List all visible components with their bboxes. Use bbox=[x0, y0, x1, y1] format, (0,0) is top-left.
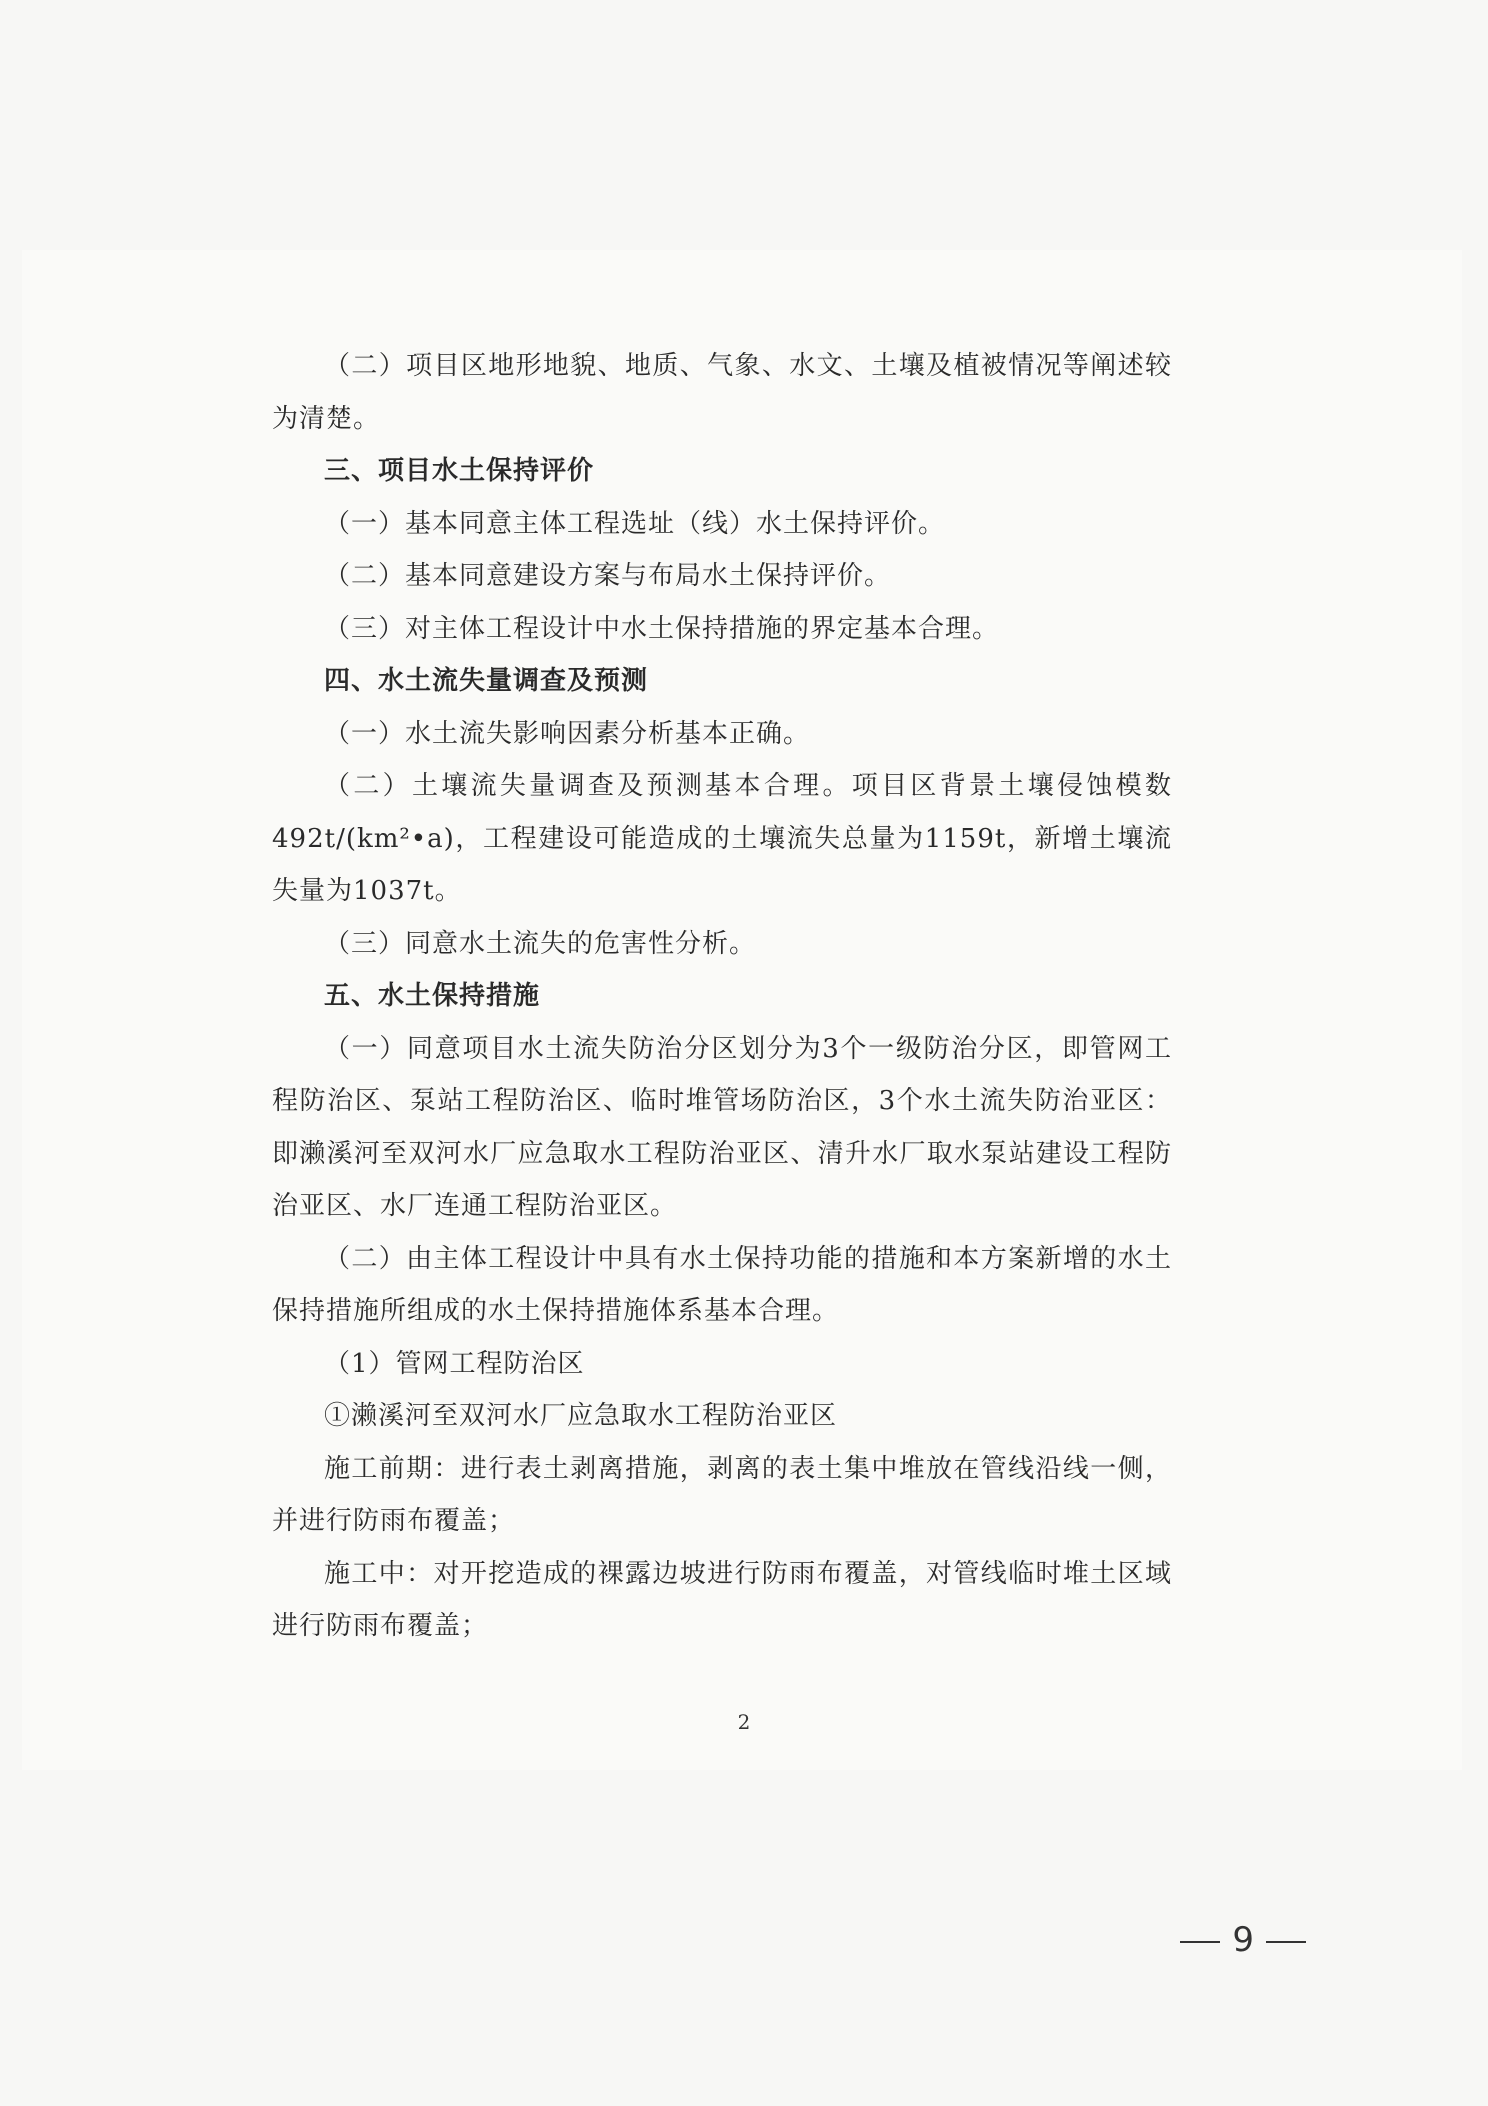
section-heading: 五、水土保持措施 bbox=[324, 981, 541, 1011]
paragraph: ①濑溪河至双河水厂应急取水工程防治亚区 bbox=[324, 1401, 838, 1431]
dash-left bbox=[1180, 1941, 1220, 1943]
paragraph: 施工中：对开挖造成的裸露边坡进行防雨布覆盖，对管线临时堆土区域进行防雨布覆盖； bbox=[272, 1558, 1172, 1641]
outer-page-number bbox=[1168, 1920, 1318, 1960]
paragraph: （1）管网工程防治区 bbox=[324, 1348, 585, 1379]
paragraph: （一）基本同意主体工程选址（线）水土保持评价。 bbox=[324, 508, 946, 539]
section-heading: 四、水土流失量调查及预测 bbox=[324, 666, 649, 696]
paragraph: （二）土壤流失量调查及预测基本合理。项目区背景土壤侵蚀模数492t/(km²•a)，工程建设可能造成的土壤流失总量为1159t，新增土壤流失量为1037t。 bbox=[272, 771, 1172, 906]
paragraph: 施工前期：进行表土剥离措施，剥离的表土集中堆放在管线沿线一侧，并进行防雨布覆盖； bbox=[272, 1453, 1172, 1536]
paragraph: （三）对主体工程设计中水土保持措施的界定基本合理。 bbox=[324, 613, 1000, 644]
section-heading: 三、项目水土保持评价 bbox=[324, 456, 595, 486]
dash-right bbox=[1266, 1941, 1306, 1943]
paragraph: （二）基本同意建设方案与布局水土保持评价。 bbox=[324, 561, 892, 591]
paragraph: （一）水土流失影响因素分析基本正确。 bbox=[324, 718, 811, 749]
inner-page-number: 2 bbox=[737, 1710, 751, 1734]
paragraph: （二）项目区地形地貌、地质、气象、水文、土壤及植被情况等阐述较为清楚。 bbox=[272, 351, 1172, 434]
paragraph: （三）同意水土流失的危害性分析。 bbox=[324, 928, 757, 959]
paragraph: （二）由主体工程设计中具有水土保持功能的措施和本方案新增的水土保持措施所组成的水土保持措施体系基本合理。 bbox=[272, 1243, 1172, 1326]
paragraph: （一）同意项目水土流失防治分区划分为3个一级防治分区，即管网工程防治区、泵站工程防治区、临时堆管场防治区，3个水土流失防治亚区：即濑溪河至双河水厂应急取水工程防治亚区、清升水厂取水泵站建设工程防治亚区、水厂连通工程防治亚区。 bbox=[272, 1033, 1172, 1221]
document-body bbox=[272, 340, 1172, 1653]
outer-page-number-value: 9 bbox=[1232, 1920, 1254, 1960]
